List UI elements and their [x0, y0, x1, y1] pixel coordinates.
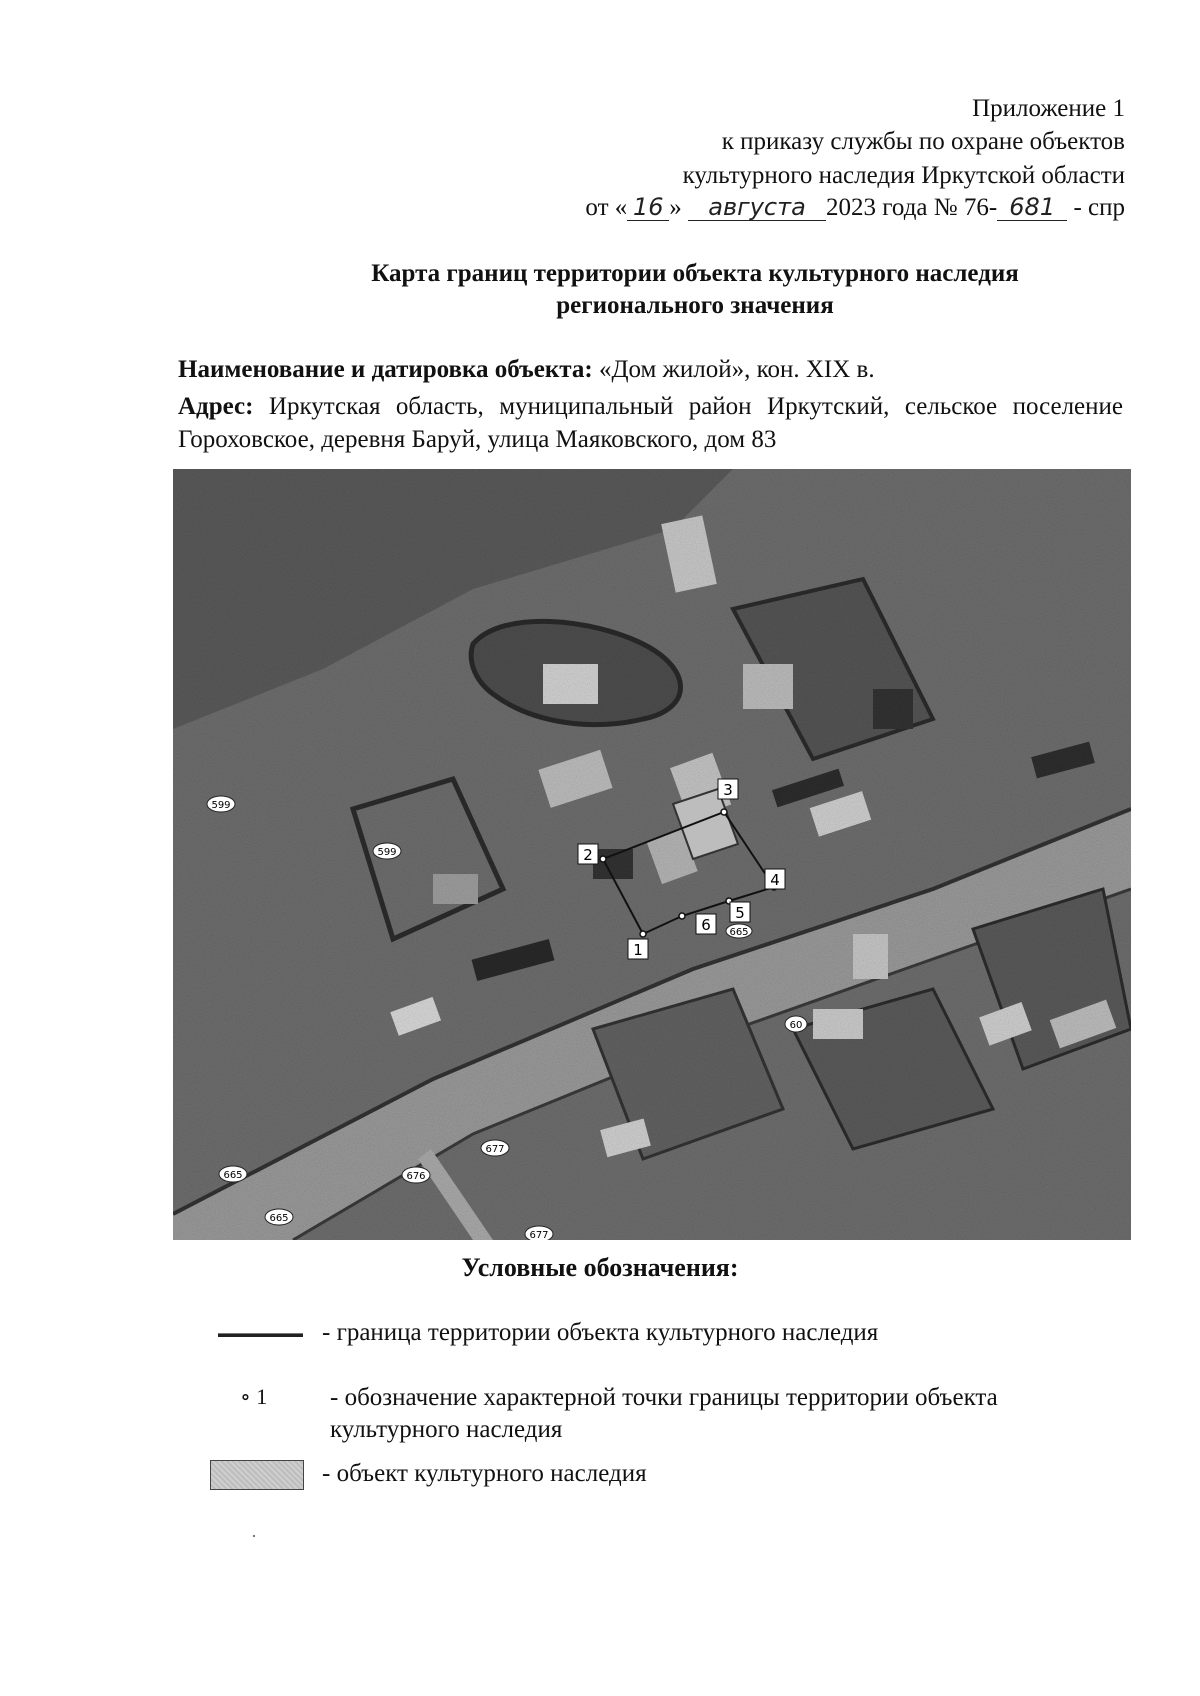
- document-title: [180, 258, 1200, 322]
- aerial-map: [173, 469, 1131, 1240]
- title-line-2: регионального значения: [556, 292, 834, 319]
- point-label-5: 5: [735, 904, 745, 922]
- point-label-6: 6: [701, 916, 711, 934]
- boundary-point-marker: [679, 913, 685, 919]
- parcel-label: 599: [211, 800, 231, 811]
- order-suffix: - спр: [1073, 194, 1125, 221]
- handwritten-day: 16: [627, 194, 669, 221]
- point-label-4: 4: [770, 871, 780, 889]
- boundary-line-symbol: [218, 1333, 303, 1337]
- point-label-1: 1: [633, 941, 643, 959]
- object-name: [178, 356, 875, 384]
- order-date-line: [585, 194, 1125, 222]
- date-year: 2023 года № 76-: [826, 194, 998, 221]
- parcel-label: 677: [485, 1144, 505, 1155]
- aerial-map-drawing: [173, 469, 1131, 1240]
- handwritten-order-number: 681: [997, 194, 1067, 221]
- boundary-legend-text: - граница территории объекта культурного наследия: [322, 1319, 879, 1346]
- parcel-label: 60: [789, 1020, 803, 1031]
- parcel-label: 676: [406, 1171, 426, 1182]
- point-legend-text: - обозначение характерной точки границы территории объекта культурного наследия: [330, 1384, 998, 1443]
- boundary-point-marker: [640, 931, 646, 937]
- date-separator: »: [669, 194, 682, 221]
- handwritten-month: августа: [688, 194, 826, 221]
- scan-speck: [253, 1535, 255, 1537]
- heritage-object-legend-text: - объект культурного наследия: [322, 1460, 647, 1487]
- object-address: [178, 390, 1123, 456]
- object-name-value: «Дом жилой», кон. XIX в.: [598, 356, 875, 383]
- appendix-label: Приложение 1: [972, 95, 1125, 122]
- authority-line: культурного наследия Иркутской области: [682, 162, 1125, 189]
- address-label: Адрес:: [178, 393, 254, 420]
- date-prefix: от «: [585, 194, 628, 221]
- object-name-label: Наименование и датировка объекта:: [178, 356, 593, 383]
- parcel-label: 665: [269, 1213, 289, 1224]
- point-symbol: ∘ 1: [240, 1384, 268, 1409]
- boundary-point-marker: [600, 856, 606, 862]
- boundary-point-marker: [721, 809, 727, 815]
- point-label-3: 3: [723, 781, 733, 799]
- legend-title: Условные обозначения:: [461, 1253, 739, 1282]
- title-line-1: Карта границ территории объекта культурного наследия: [371, 260, 1019, 287]
- order-reference-line: к приказу службы по охране объектов: [721, 128, 1125, 155]
- heritage-object-symbol: [210, 1460, 304, 1490]
- parcel-label: 677: [529, 1230, 549, 1240]
- parcel-label: 665: [729, 927, 749, 938]
- parcel-label: 665: [223, 1170, 243, 1181]
- parcel-label: 599: [377, 847, 397, 858]
- address-value: Иркутская область, муниципальный район Иркутский, сельское поселение Гороховское, деревня Баруй, улица Маяковского, дом 83: [178, 393, 1123, 453]
- point-label-2: 2: [583, 846, 593, 864]
